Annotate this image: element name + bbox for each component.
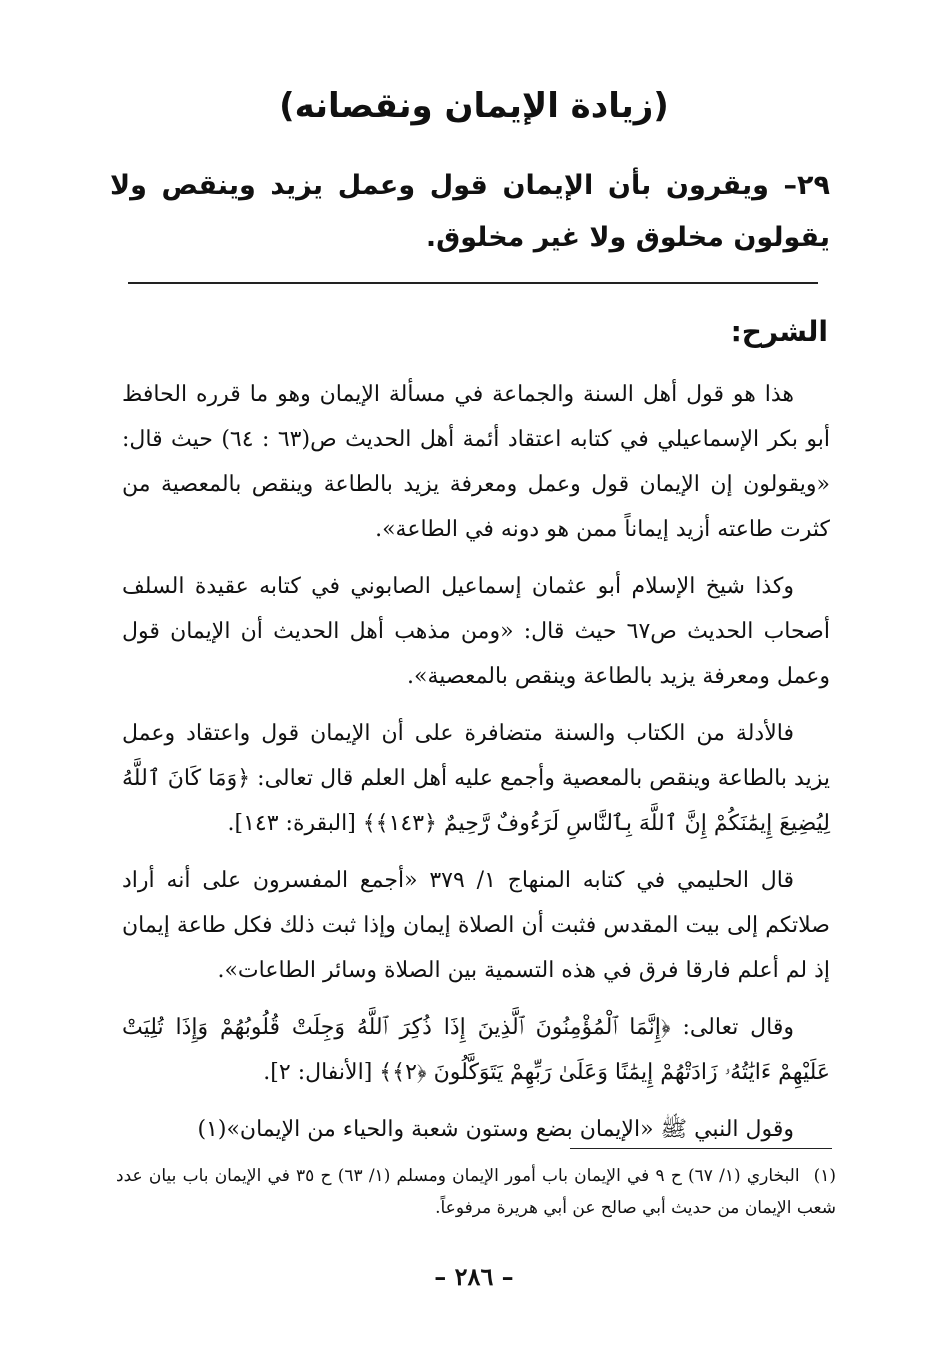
page-number: – ٢٨٦ – xyxy=(434,1262,514,1291)
chapter-title: (زيادة الإيمان ونقصانه) xyxy=(279,86,669,126)
footnote xyxy=(116,1160,836,1224)
footnote-text: البخاري (١/ ٦٧) ح ٩ في الإيمان باب أمور الإيمان ومسلم (١/ ٦٣) ح ٣٥ في الإيمان باب بيان عدد شعب الإيمان من حديث أبي صالح عن أبي هريرة مرفوعاً. xyxy=(116,1166,836,1218)
paragraph: وقال تعالى: ﴿إِنَّمَا ٱلْمُؤْمِنُونَ ٱلَّذِينَ إِذَا ذُكِرَ ٱللَّهُ وَجِلَتْ قُلُوبُهُمْ وَإِذَا تُلِيَتْ عَلَيْهِمْ ءَايَٰتُهُۥ زَادَتْهُمْ إِيمَٰنًا وَعَلَىٰ رَبِّهِمْ يَتَوَكَّلُونَ ﴿٢﴾﴾ [الأنفال: ٢]. xyxy=(122,1015,830,1085)
footnote-separator xyxy=(570,1148,832,1149)
commentary-body xyxy=(122,372,830,1164)
paragraph: قال الحليمي في كتابه المنهاج ١/ ٣٧٩ «أجمع المفسرون على أنه أراد صلاتكم إلى بيت المقدس فثبت أن الصلاة إيمان وإذا ثبت ذلك فكل طاعة إيمان إذ لم أعلم فارقا فرق في هذه التسمية بين الصلاة وسائر الطاعات». xyxy=(122,868,830,983)
paragraph: هذا هو قول أهل السنة والجماعة في مسألة الإيمان وهو ما قرره الحافظ أبو بكر الإسماعيلي في كتابه اعتقاد أئمة أهل الحديث ص(٦٣ : ٦٤) حيث قال: «ويقولون إن الإيمان قول وعمل ومعرفة يزيد بالطاعة وينقص بالمعصية من كثرت طاعته أزيد إيماناً ممن هو دونه في الطاعة». xyxy=(122,382,830,542)
separator-line xyxy=(128,282,818,284)
paragraph: فالأدلة من الكتاب والسنة متضافرة على أن الإيمان قول واعتقاد وعمل يزيد بالطاعة وينقص بالمعصية وأجمع عليه أهل العلم قال تعالى: ﴿وَمَا كَانَ ٱللَّهُ لِيُضِيعَ إِيمَٰنَكُمْ إِنَّ ٱللَّهَ بِٱلنَّاسِ لَرَءُوفٌ رَّحِيمٌ ﴿١٤٣﴾﴾ [البقرة: ١٤٣]. xyxy=(122,721,830,836)
commentary-heading: الشرح: xyxy=(730,315,828,348)
paragraph: وقول النبي ﷺ «الإيمان بضع وستون شعبة والحياء من الإيمان»(١) xyxy=(197,1117,794,1142)
matn-text: ٢٩– ويقرون بأن الإيمان قول وعمل يزيد وينقص ولا يقولون مخلوق ولا غير مخلوق. xyxy=(110,170,830,253)
footnote-number: (١) xyxy=(813,1166,836,1186)
paragraph: وكذا شيخ الإسلام أبو عثمان إسماعيل الصابوني في كتابه عقيدة السلف أصحاب الحديث ص٦٧ حيث قال: «ومن مذهب أهل الحديث أن الإيمان قول وعمل ومعرفة يزيد بالطاعة وينقص بالمعصية». xyxy=(122,574,830,689)
